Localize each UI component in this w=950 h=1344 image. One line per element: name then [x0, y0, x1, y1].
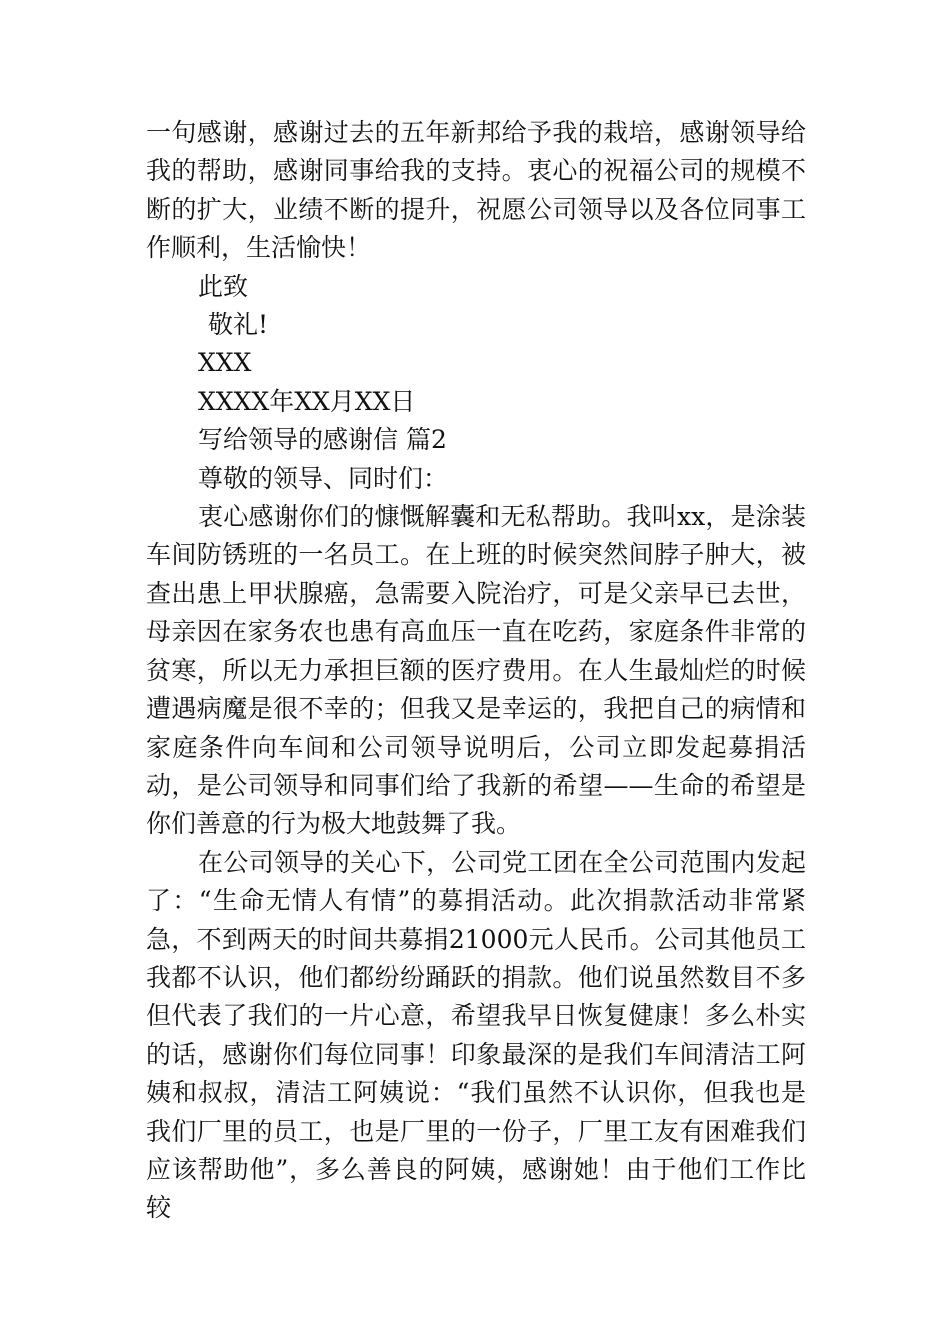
- closing-line: 此致: [198, 271, 249, 301]
- greeting-line: 尊敬的领导、同时们：: [198, 463, 449, 493]
- letter-body: [146, 114, 806, 1228]
- body-paragraph-2: 在公司领导的关心下，公司党工团在全公司范围内发起了：“生命无情人有情”的募捐活动。此次捐款活动非常紧急，不到两天的时间共募捐21000元人民币。公司其他员工我都不认识，他们都纷纷踊跃的捐款。他们说虽然数目不多但代表了我们的一片心意，希望我早日恢复健康！多么朴实的话，感谢你们每位同事！印象最深的是我们车间清洁工阿姨和叔叔，清洁工阿姨说：“我们虽然不认识你，但我也是我们厂里的员工，也是厂里的一份子，厂里工友有困难我们应该帮助他”，多么善良的阿姨，感谢她！由于他们工作比较: [146, 847, 806, 1223]
- salute-line: 敬礼!: [208, 310, 269, 340]
- date-line: XXXX年XX月XX日: [198, 386, 416, 416]
- opening-paragraph: 一句感谢，感谢过去的五年新邦给予我的栽培，感谢领导给我的帮助，感谢同事给我的支持。衷心的祝福公司的规模不断的扩大，业绩不断的提升，祝愿公司领导以及各位同事工作顺利，生活愉快！: [146, 118, 806, 263]
- section-title: 写给领导的感谢信 篇2: [198, 425, 447, 455]
- body-paragraph-1: 衷心感谢你们的慷慨解囊和无私帮助。我叫xx，是涂装车间防锈班的一名员工。在上班的时候突然间脖子肿大，被查出患上甲状腺癌，急需要入院治疗，可是父亲早已去世，母亲因在家务农也患有高血压一直在吃药，家庭条件非常的贫寒，所以无力承担巨额的医疗费用。在人生最灿烂的时候遭遇病魔是很不幸的；但我又是幸运的，我把自己的病情和家庭条件向车间和公司领导说明后，公司立即发起募捐活动，是公司领导和同事们给了我新的希望——生命的希望是你们善意的行为极大地鼓舞了我。: [146, 502, 806, 839]
- signature-line: XXX: [198, 348, 252, 378]
